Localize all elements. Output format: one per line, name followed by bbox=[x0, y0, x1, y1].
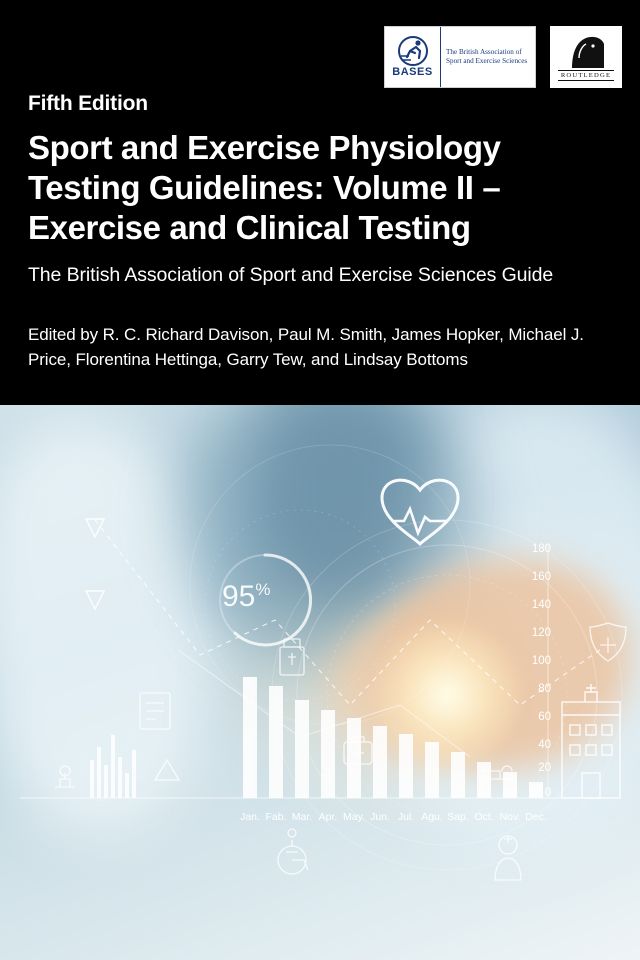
sparkline-bars bbox=[90, 735, 136, 798]
y-tick-label: 0 bbox=[544, 787, 551, 799]
x-tick-label: Sap. bbox=[447, 811, 469, 823]
x-tick-label: Mar. bbox=[291, 811, 313, 823]
bases-line-2: Sport and Exercise Sciences bbox=[446, 57, 528, 65]
x-tick-label: Jan. bbox=[240, 811, 260, 823]
y-tick-label: 100 bbox=[531, 655, 551, 667]
cover-artwork bbox=[0, 405, 640, 960]
running-figure-icon bbox=[396, 36, 430, 66]
bar-chart-bars bbox=[243, 677, 543, 798]
routledge-wordmark: ROUTLEDGE bbox=[558, 70, 614, 81]
x-tick-label: Fab. bbox=[265, 811, 287, 823]
x-tick-label: Nov. bbox=[499, 811, 521, 823]
edition-label: Fifth Edition bbox=[28, 92, 148, 115]
routledge-logo bbox=[550, 26, 622, 88]
y-tick-label: 40 bbox=[538, 739, 551, 751]
logo-row bbox=[384, 26, 622, 88]
bases-acronym: BASES bbox=[392, 66, 433, 78]
bases-logo bbox=[384, 26, 536, 88]
x-tick-label: May. bbox=[343, 811, 365, 823]
book-title: Sport and Exercise Physiology Testing Guidelines: Volume II – Exercise and Clinical Testing bbox=[28, 129, 501, 246]
y-tick-label: 120 bbox=[531, 627, 551, 639]
percent-value: 95 bbox=[222, 580, 256, 613]
book-editors: Edited by R. C. Richard Davison, Paul M. Smith, James Hopker, Michael J. Price, Florentina Hettinga, Garry Tew, and Lindsay Bottoms bbox=[28, 325, 584, 369]
x-tick-label: Oct. bbox=[474, 811, 494, 823]
routledge-face-icon bbox=[566, 34, 606, 68]
y-tick-label: 140 bbox=[531, 599, 551, 611]
y-tick-label: 180 bbox=[531, 543, 551, 555]
y-tick-label: 60 bbox=[538, 711, 551, 723]
y-tick-label: 20 bbox=[538, 762, 551, 774]
hospital-building-icon bbox=[562, 684, 620, 798]
book-subtitle: The British Association of Sport and Exercise Sciences Guide bbox=[28, 264, 554, 286]
bases-emblem bbox=[385, 27, 441, 87]
percent-ring-label bbox=[222, 580, 271, 614]
x-tick-label: Jun. bbox=[370, 811, 390, 823]
x-tick-label: Apr. bbox=[318, 811, 338, 823]
y-tick-label: 160 bbox=[531, 571, 551, 583]
x-tick-label: Dec. bbox=[525, 811, 547, 823]
bases-line-1: The British Association of bbox=[446, 48, 522, 56]
bases-wordmark bbox=[441, 27, 535, 87]
x-tick-label: Jul. bbox=[397, 811, 415, 823]
percent-symbol: % bbox=[255, 580, 271, 599]
x-tick-label: Agu. bbox=[421, 811, 443, 823]
y-tick-label: 80 bbox=[538, 683, 551, 695]
cover-text-panel bbox=[0, 0, 640, 405]
